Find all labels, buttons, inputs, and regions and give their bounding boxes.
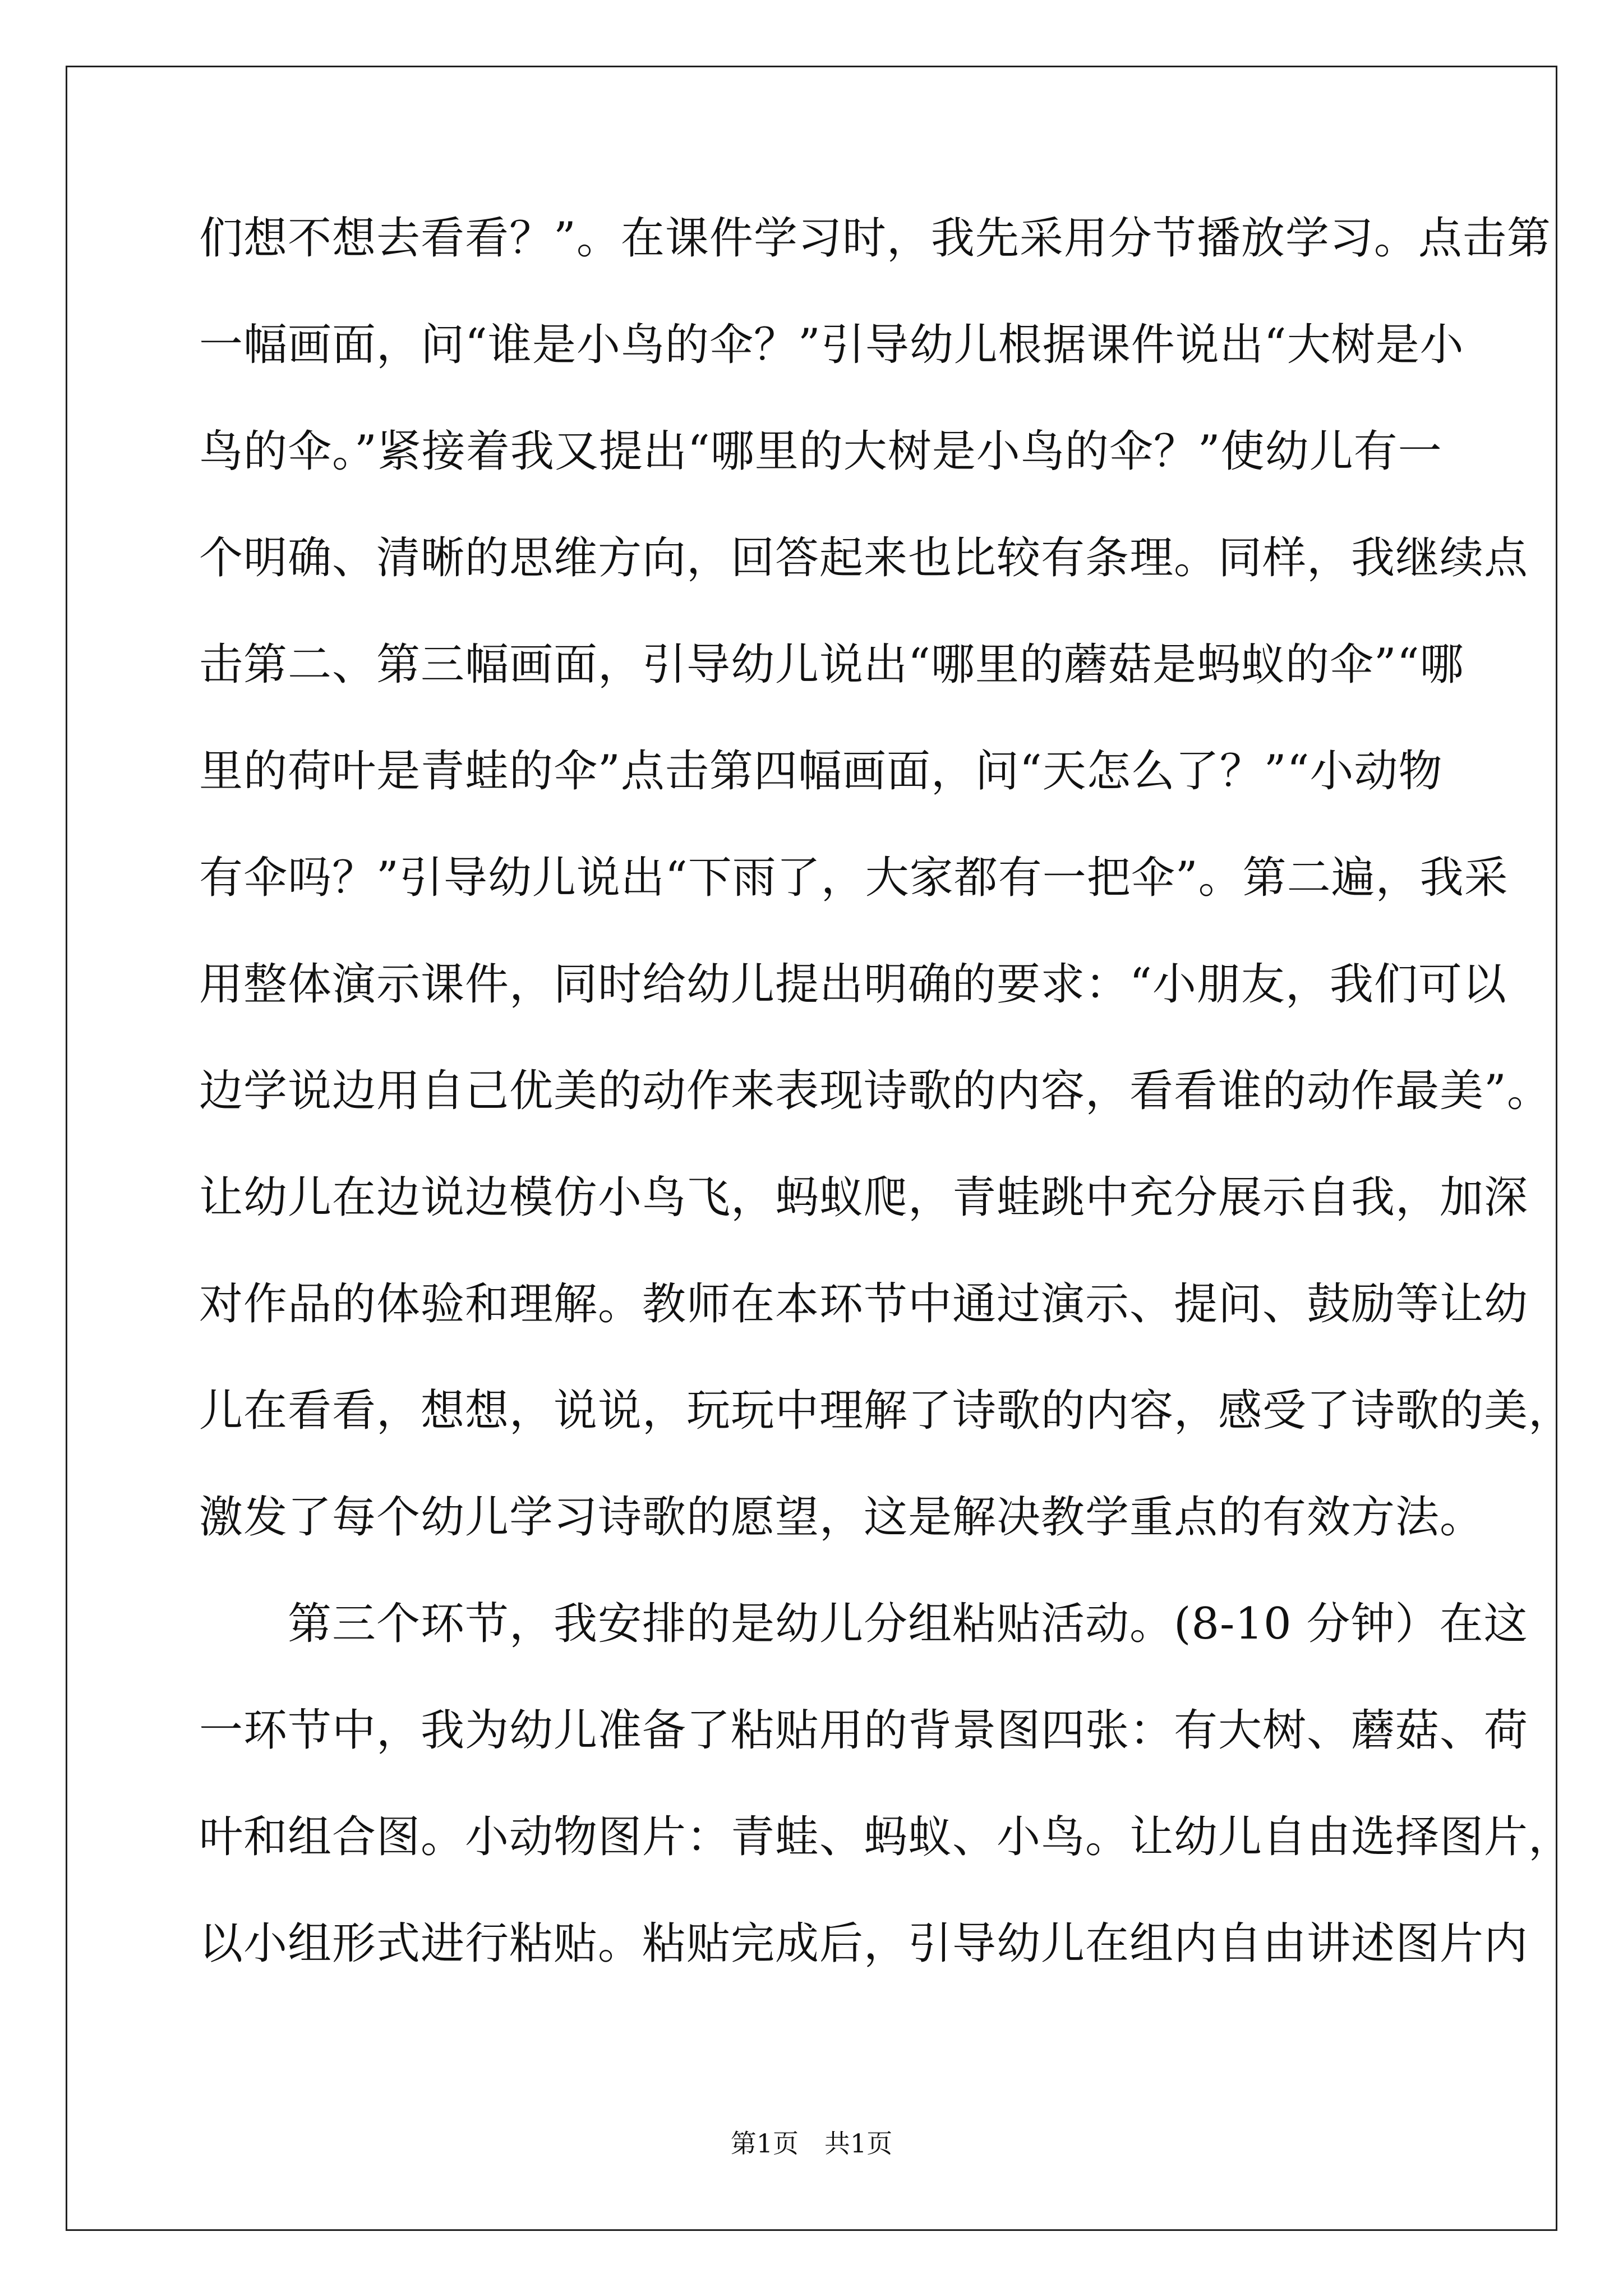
text-line: 里的荷叶是青蛙的伞”点击第四幅画面，问“天怎么了？”“小动物 — [199, 746, 1443, 797]
text-line: 儿在看看，想想，说说，玩玩中理解了诗歌的内容，感受了诗歌的美， — [199, 1386, 1573, 1436]
document-body — [199, 208, 1573, 2019]
text-line: 一环节中，我为幼儿准备了粘贴用的背景图四张：有大树、蘑菇、荷 — [199, 1705, 1529, 1756]
text-line: 让幼儿在边说边模仿小鸟飞，蚂蚁爬，青蛙跳中充分展示自我，加深 — [199, 1172, 1529, 1223]
text-line: 一幅画面，问“谁是小鸟的伞？”引导幼儿根据课件说出“大树是小 — [199, 320, 1464, 370]
text-line: 有伞吗？”引导幼儿说出“下雨了，大家都有一把伞”。第二遍，我采 — [199, 853, 1509, 903]
text-line: 边学说边用自己优美的动作来表现诗歌的内容，看看谁的动作最美”。 — [199, 1066, 1551, 1116]
paragraph-start-line: 第三个环节，我安排的是幼儿分组粘贴活动。(8-10 分钟）在这 — [199, 1599, 1528, 1649]
text-line: 鸟的伞。”紧接着我又提出“哪里的大树是小鸟的伞？”使幼儿有一 — [199, 426, 1442, 477]
text-line: 们想不想去看看？”。在课件学习时，我先采用分节播放学习。点击第 — [199, 213, 1551, 264]
text-line: 对作品的体验和理解。教师在本环节中通过演示、提问、鼓励等让幼 — [199, 1279, 1529, 1329]
text-line: 以小组形式进行粘贴。粘贴完成后，引导幼儿在组内自由讲述图片内 — [199, 1918, 1529, 1969]
text-line: 叶和组合图。小动物图片：青蛙、蚂蚁、小鸟。让幼儿自由选择图片， — [199, 1812, 1573, 1862]
text-line: 用整体演示课件，同时给幼儿提出明确的要求：“小朋友，我们可以 — [199, 959, 1507, 1010]
text-line: 个明确、清晰的思维方向，回答起来也比较有条理。同样，我继续点 — [199, 533, 1529, 583]
text-line: 激发了每个幼儿学习诗歌的愿望，这是解决教学重点的有效方法。 — [199, 1492, 1484, 1543]
page-number-footer: 第1页 共1页 — [730, 2128, 893, 2159]
text-line: 击第二、第三幅画面，引导幼儿说出“哪里的蘑菇是蚂蚁的伞”“哪 — [199, 639, 1464, 690]
